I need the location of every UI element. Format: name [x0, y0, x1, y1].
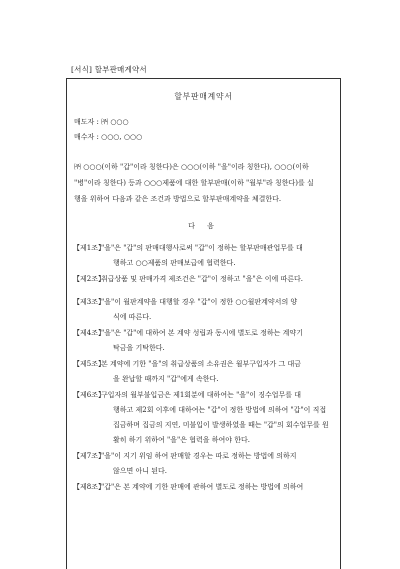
article-3-number: 【제3조】 — [73, 298, 105, 306]
article-5-number: 【제5조】 — [73, 360, 105, 368]
article-7-number: 【제7조】 — [73, 452, 105, 460]
article-3-line-2: 식에 따른다. — [113, 313, 152, 321]
form-tag: [서식] 할부판매계약서 — [71, 65, 147, 74]
intro-line-3: 행을 위하여 다음과 같은 조건과 방법으로 할부판매계약을 체결한다. — [74, 195, 282, 203]
article-6-line-4: 활히 하기 위하여 "을"은 협력을 하여야 한다. — [113, 436, 250, 444]
article-5-line-2: 을 완납할 때까지 "갑"에게 속한다. — [113, 375, 219, 383]
article-6-line-1: 구입자의 월부불입금은 제1회분에 대하여는 "을"이 징수업무를 대 — [101, 391, 302, 399]
article-3-line-1: "을"이 월판계약을 대행할 경우 "갑"이 정한 ○○월판계약서의 양 — [101, 298, 298, 306]
buyer-line: 매수자 : ○○○, ○○○ — [74, 133, 143, 141]
article-4-line-1: "을"은 "갑"에 대하여 본 계약 성립과 동시에 별도로 정하는 계약기 — [101, 329, 303, 337]
article-7-line-2: 않으면 아니 된다. — [113, 467, 168, 475]
article-4-number: 【제4조】 — [73, 329, 105, 337]
contract-title: 할부판매계약서 — [174, 92, 233, 101]
article-5-line-1: 본 계약에 기한 "을"의 취급상품의 소유권은 월부구입자가 그 대금 — [101, 360, 302, 368]
following-heading: 다 음 — [188, 222, 219, 230]
article-2-number: 【제2조】 — [73, 275, 105, 283]
article-1-number: 【제1조】 — [73, 244, 105, 252]
article-1-line-2: 행하고 ○○제품의 판매보급에 협력한다. — [113, 259, 236, 267]
article-1-line-1: "을"은 "갑"의 판매대행사로써 "갑"이 정하는 할부판매관업무를 대 — [101, 244, 303, 252]
article-6-line-2: 행하고 제2회 이후에 대하여는 "갑"이 정한 방법에 의하여 "갑"이 직접 — [113, 406, 327, 414]
intro-line-2: "병"이라 칭한다) 등과 ○○○제품에 대한 할부판매(이하 "월부"라 칭한다)를 실 — [74, 179, 314, 187]
article-2-line-1: 취급상품 및 판매가격 제조건은 "갑"이 정하고 "을"은 이에 따른다. — [101, 275, 303, 283]
article-6-line-3: 집금하며 집금의 지연, 미불입이 발생하였을 때는 "갑"의 회수업무를 원 — [113, 421, 329, 429]
seller-line: 매도자 : ㈜ ○○○ — [74, 118, 129, 126]
article-8-number: 【제8조】 — [73, 483, 105, 491]
contract-frame — [66, 78, 341, 569]
article-6-number: 【제6조】 — [73, 391, 105, 399]
article-4-line-2: 탁금을 기탁한다. — [113, 344, 165, 352]
intro-line-1: ㈜ ○○○(이하 "갑"이라 칭한다)은 ○○○(이하 "을"이라 칭한다), ○○○(이하 — [74, 163, 309, 171]
article-8-line-1: "갑"은 본 계약에 기한 판매에 관하여 별도로 정하는 방법에 의하여 — [101, 483, 304, 491]
article-7-line-1: "을"이 지기 위임 하여 판매할 경우는 따로 정하는 방법에 의하지 — [101, 452, 297, 460]
